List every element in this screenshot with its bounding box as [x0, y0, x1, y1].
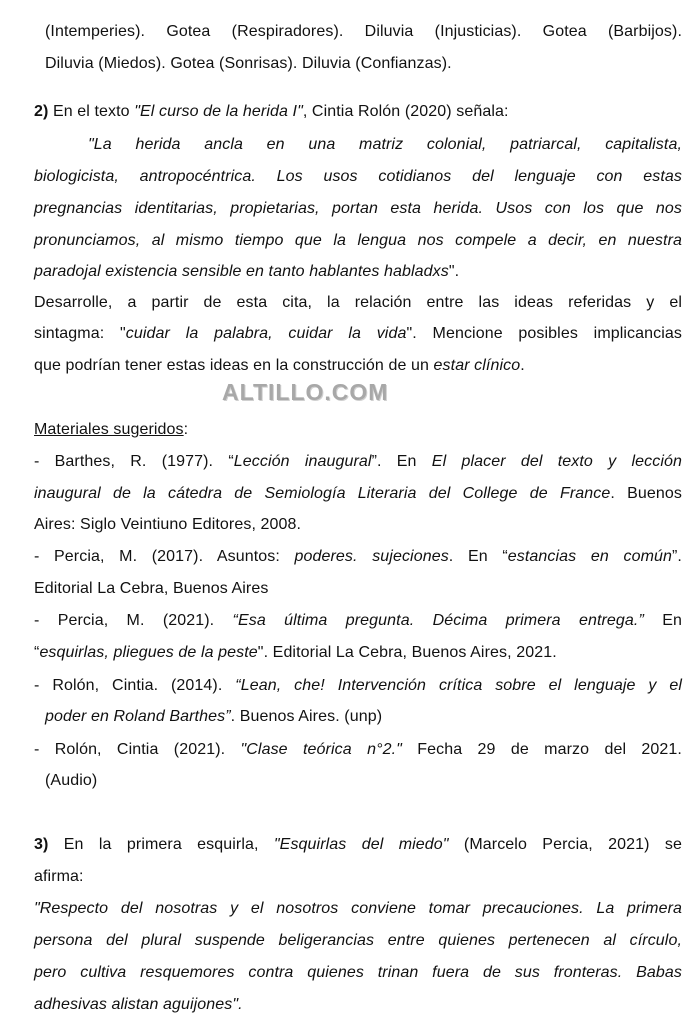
text-line [34, 193, 682, 225]
text-run: cuidar la palabra, cuidar la vida [125, 325, 407, 342]
text-run: 2) [34, 103, 49, 120]
text-run: En el texto [48, 103, 135, 120]
text-run: poder en Roland Barthes” [45, 708, 231, 725]
text-line [34, 734, 682, 766]
text-line [34, 893, 682, 925]
text-line [34, 573, 682, 605]
text-line [34, 829, 682, 861]
text-run: (Marcelo Percia, 2021) se [448, 836, 682, 853]
text-run: que podrían tener estas ideas en la construcción de un [34, 357, 434, 374]
text-run: biologicista, antropocéntrica. Los usos cotidianos del lenguaje con estas [34, 168, 682, 185]
text-run: estancias en común [507, 548, 672, 565]
text-run: Editorial La Cebra, Buenos Aires [34, 580, 269, 597]
text-run: En [643, 612, 682, 629]
text-line [34, 414, 682, 446]
text-line [34, 925, 682, 957]
text-run: . Buenos Aires. (unp) [230, 708, 383, 725]
text-run: ". Editorial La Cebra, Buenos Aires, 2021. [257, 644, 557, 661]
text-line [34, 670, 682, 702]
text-run: “ [34, 644, 40, 661]
text-run: esquirlas, pliegues de la peste [39, 644, 258, 661]
text-run: "La herida ancla en una matriz colonial, patriarcal, capitalista, [88, 136, 682, 153]
text-run: Aires: Siglo Veintiuno Editores, 2008. [34, 516, 302, 533]
text-line [34, 541, 682, 573]
text-run: adhesivas alistan aguijones". [34, 996, 243, 1013]
text-run: ”. [672, 548, 682, 565]
text-run: , Cintia Rolón (2020) señala: [302, 103, 509, 120]
text-line [34, 287, 682, 319]
text-line [34, 957, 682, 989]
text-line [34, 637, 682, 669]
text-run: ". Mencione posibles implicancias [406, 325, 683, 342]
text-line [34, 605, 682, 637]
text-run: . En “ [448, 548, 508, 565]
text-run: ”. En [371, 453, 432, 470]
text-run: (Intemperies). Gotea (Respiradores). Diluvia (Injusticias). Gotea (Barbijos). [45, 23, 682, 40]
text-line [34, 161, 682, 193]
text-line [34, 701, 682, 733]
text-run: Materiales sugeridos [34, 421, 184, 438]
text-line [34, 256, 682, 288]
text-run: "Respecto del nosotras y el nosotros conviene tomar precauciones. La primera [34, 900, 682, 917]
text-line [34, 16, 682, 48]
text-run: “Esa última pregunta. Décima primera entrega.” [232, 612, 644, 629]
text-line [34, 861, 682, 893]
text-run: Desarrolle, a partir de esta cita, la relación entre las ideas referidas y el [34, 294, 682, 311]
text-run: "Clase teórica n°2." [240, 741, 402, 758]
text-run: - Percia, M. (2021). [34, 612, 233, 629]
text-run: "Esquirlas del miedo" [273, 836, 449, 853]
text-run: Diluvia (Miedos). Gotea (Sonrisas). Diluvia (Confianzas). [45, 55, 452, 72]
text-run: ". [448, 263, 460, 280]
text-run: pregnancias identitarias, propietarias, portan esta herida. Usos con los que nos [34, 200, 682, 217]
text-run: sintagma: " [34, 325, 126, 342]
text-run: Lección inaugural [233, 453, 372, 470]
text-line [34, 225, 682, 257]
text-line [34, 478, 682, 510]
text-run: paradojal existencia sensible en tanto hablantes habladxs [34, 263, 449, 280]
text-run: pronunciamos, al mismo tiempo que la lengua nos compele a decir, en nuestra [34, 232, 682, 249]
text-run: - Barthes, R. (1977). “ [34, 453, 234, 470]
text-run: Fecha 29 de marzo del 2021. [401, 741, 682, 758]
watermark: ALTILLO.COM [222, 379, 389, 405]
text-run: : [183, 421, 189, 438]
text-run: 3) [34, 836, 49, 853]
text-line [34, 989, 682, 1021]
text-line [34, 129, 682, 161]
text-line [34, 96, 682, 128]
text-run: "El curso de la herida I" [134, 103, 303, 120]
text-run: pero cultiva resquemores contra quienes trinan fuera de sus fronteras. Babas [34, 964, 682, 981]
text-run: (Audio) [45, 772, 98, 789]
text-run: “Lean, che! Intervención crítica sobre el lenguaje y el [235, 677, 683, 694]
text-run: . [520, 357, 525, 374]
text-run: El placer del texto y lección [431, 453, 682, 470]
text-line [34, 318, 682, 350]
text-line [34, 446, 682, 478]
text-run: - Percia, M. (2017). Asuntos: [34, 548, 295, 565]
text-run: afirma: [34, 868, 84, 885]
text-run: inaugural de la cátedra de Semiología Literaria del College de France [34, 485, 611, 502]
text-line [34, 509, 682, 541]
text-run: estar clínico [433, 357, 521, 374]
text-run: - Rolón, Cintia (2021). [34, 741, 241, 758]
text-run: poderes. sujeciones [294, 548, 449, 565]
text-line [34, 765, 682, 797]
text-run: . Buenos [610, 485, 682, 502]
text-run: - Rolón, Cintia. (2014). [34, 677, 236, 694]
text-run: En la primera esquirla, [48, 836, 274, 853]
text-line [34, 48, 682, 80]
text-run: persona del plural suspende beligerancias entre quienes pertenecen al círculo, [34, 932, 682, 949]
